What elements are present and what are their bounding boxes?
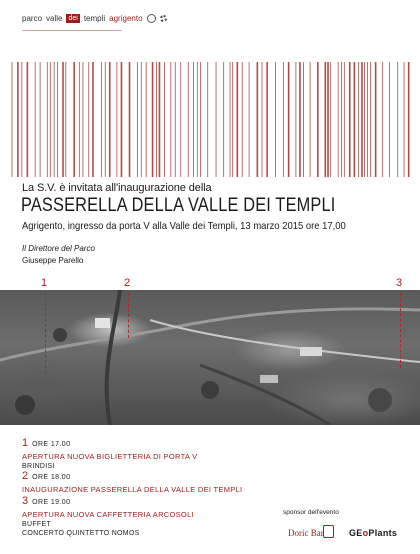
page-title: PASSERELLA DELLA VALLE DEI TEMPLI (21, 195, 336, 216)
marker-line-3 (400, 293, 401, 368)
logo-valle: valle (46, 13, 63, 23)
marker-line-1 (45, 293, 46, 373)
geo-part-a: GE (349, 528, 363, 538)
event-number: 1 (22, 437, 29, 449)
event-time: ORE 19.00 (32, 499, 71, 506)
event-2 (22, 466, 242, 494)
event-detail: CONCERTO QUINTETTO NOMOS (22, 530, 140, 537)
aerial-photo (0, 290, 420, 425)
event-title: APERTURA NUOVA CAFFETTERIA ARCOSOLI (22, 510, 194, 519)
seal-icon (147, 14, 156, 23)
event-number: 3 (22, 495, 29, 507)
event-1 (22, 433, 197, 470)
park-logo (22, 8, 167, 28)
event-3 (22, 491, 194, 537)
logo-templi: templi (83, 13, 106, 23)
doric-bar-logo: Doric Bar (288, 528, 324, 538)
aerial-photo-graphic (0, 290, 420, 425)
marker-line-2 (128, 293, 129, 338)
logo-agrigento: agrigento (109, 13, 143, 23)
column-icon (323, 525, 334, 538)
event-detail: BUFFET (22, 521, 52, 528)
event-title: APERTURA NUOVA BIGLIETTERIA DI PORTA V (22, 452, 198, 461)
event-time: ORE 18.00 (32, 474, 71, 481)
event-title: INAUGURAZIONE PASSERELLA DELLA VALLE DEI TEMPLI (22, 485, 243, 494)
invite-line: La S.V. è invitata all'inaugurazione della (22, 182, 212, 194)
sponsor-label: sponsor dell'evento (283, 509, 339, 516)
geoplants-logo: GEoPlants (349, 528, 398, 538)
map-marker-2: 2 (124, 277, 131, 289)
event-time: ORE 17.00 (32, 441, 71, 448)
director-name: Giuseppe Parello (22, 256, 84, 265)
director-role: Il Direttore del Parco (22, 244, 95, 253)
gear-icon (160, 15, 167, 22)
event-number: 2 (22, 470, 29, 482)
logo-dei: dei (68, 14, 78, 22)
header-rule (22, 30, 122, 31)
logo-parco: parco (22, 13, 43, 23)
map-marker-1: 1 (41, 277, 48, 289)
geo-part-b: Plants (368, 528, 398, 538)
map-marker-3: 3 (396, 277, 403, 289)
event-subtitle: Agrigento, ingresso da porta V alla Valle dei Templi, 13 marzo 2015 ore 17,00 (22, 220, 346, 232)
decorative-stripes (10, 62, 415, 177)
event-detail: BRINDISI (22, 463, 55, 470)
